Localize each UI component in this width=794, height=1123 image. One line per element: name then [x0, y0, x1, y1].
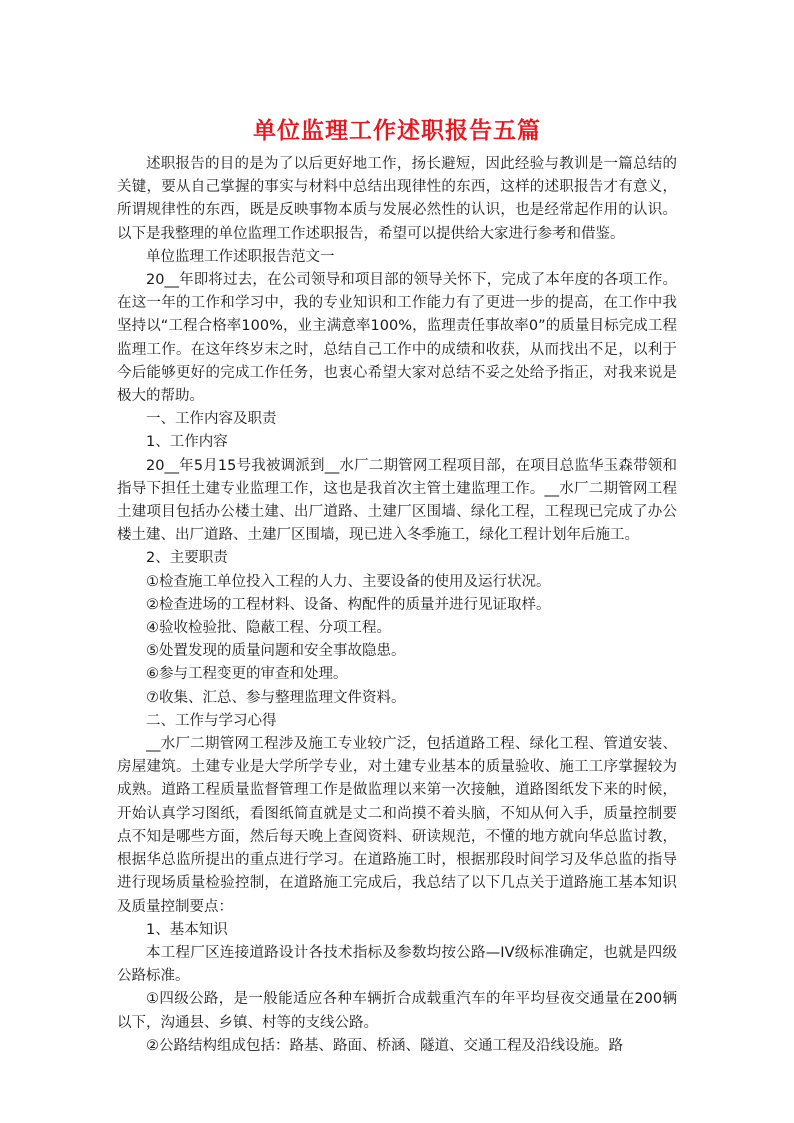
list-item: ④验收检验批、隐蔽工程、分项工程。 — [146, 620, 391, 637]
list-item: ⑦收集、汇总、参与整理监理文件资料。 — [146, 689, 406, 706]
list-item: ②公路结构组成包括：路基、路面、桥涵、隧道、交通工程及沿线设施。路 — [146, 1037, 623, 1054]
subsection-heading: 2、主要职责 — [146, 550, 228, 567]
subsection-heading: 1、基本知识 — [146, 921, 228, 938]
document-title: 单位监理工作述职报告五篇 — [253, 118, 541, 144]
paragraph: 20__年即将过去，在公司领导和项目部的领导关怀下，完成了本年度的各项工作。在这一年的工作和学习中，我的专业知识和工作能力有了更进一步的提高，在工作中我坚持以“工程合格率100%，业主满意率100%，监理责任事故率0”的质量目标完成工程监理工作。在这年终岁末之时，总结自己工作中的成绩和收获，从而找出不足，以利于今后能够更好的完成工作任务，也衷心希望大家对总结不妥之处给予指正，对我来说是极大的帮助。 — [117, 272, 677, 405]
list-item: ①四级公路，是一般能适应各种车辆折合成载重汽车的年平均昼夜交通量在200辆以下，沟通县、乡镇、村等的支线公路。 — [117, 991, 677, 1031]
paragraph: 述职报告的目的是为了以后更好地工作，扬长避短，因此经验与教训是一篇总结的关键，要从自己掌握的事实与材料中总结出现律性的东西，这样的述职报告才有意义，所谓规律性的东西，既是反映事物本质与发展必然性的认识，也是经常起作用的认识。以下是我整理的单位监理工作述职报告，希望可以提供给大家进行参考和借鉴。 — [117, 156, 677, 242]
section-heading: 二、工作与学习心得 — [146, 712, 277, 729]
section-heading: 一、工作内容及职责 — [146, 411, 277, 428]
document-body — [117, 153, 677, 1058]
subsection-heading: 1、工作内容 — [146, 434, 228, 451]
list-item: ②检查进场的工程材料、设备、构配件的质量并进行见证取样。 — [146, 596, 551, 613]
section-heading: 单位监理工作述职报告范文一 — [146, 248, 335, 265]
paragraph: __水厂二期管网工程涉及施工专业较广泛，包括道路工程、绿化工程、管道安装、房屋建筑。土建专业是大学所学专业，对土建专业基本的质量验收、施工工序掌握较为成熟。道路工程质量监督管理工作是做监理以来第一次接触，道路图纸发下来的时候，开始认真学习图纸，看图纸简直就是丈二和尚摸不着头脑，不知从何入手，质量控制要点不知是哪些方面，然后每天晚上查阅资料、研读规范，不懂的地方就向华总监讨教，根据华总监所提出的重点进行学习。在道路施工时，根据那段时间学习及华总监的指导进行现场质量检验控制，在道路施工完成后，我总结了以下几点关于道路施工基本知识及质量控制要点： — [117, 736, 677, 915]
list-item: ⑥参与工程变更的审查和处理。 — [146, 666, 348, 683]
paragraph: 本工程厂区连接道路设计各技术指标及参数均按公路—IV级标准确定，也就是四级公路标准。 — [117, 944, 677, 985]
list-item: ⑤处置发现的质量问题和安全事故隐患。 — [146, 643, 406, 660]
paragraph: 20__年5月15号我被调派到__水厂二期管网工程项目部，在项目总监华玉森带领和指导下担任土建专业监理工作，这也是我首次主管土建监理工作。__水厂二期管网工程土建项目包括办公楼土建、出厂道路、土建厂区围墙、绿化工程，工程现已完成了办公楼土建、出厂道路、土建厂区围墙，现已进入冬季施工，绿化工程计划年后施工。 — [117, 457, 677, 544]
list-item: ①检查施工单位投入工程的人力、主要设备的使用及运行状况。 — [146, 573, 551, 590]
